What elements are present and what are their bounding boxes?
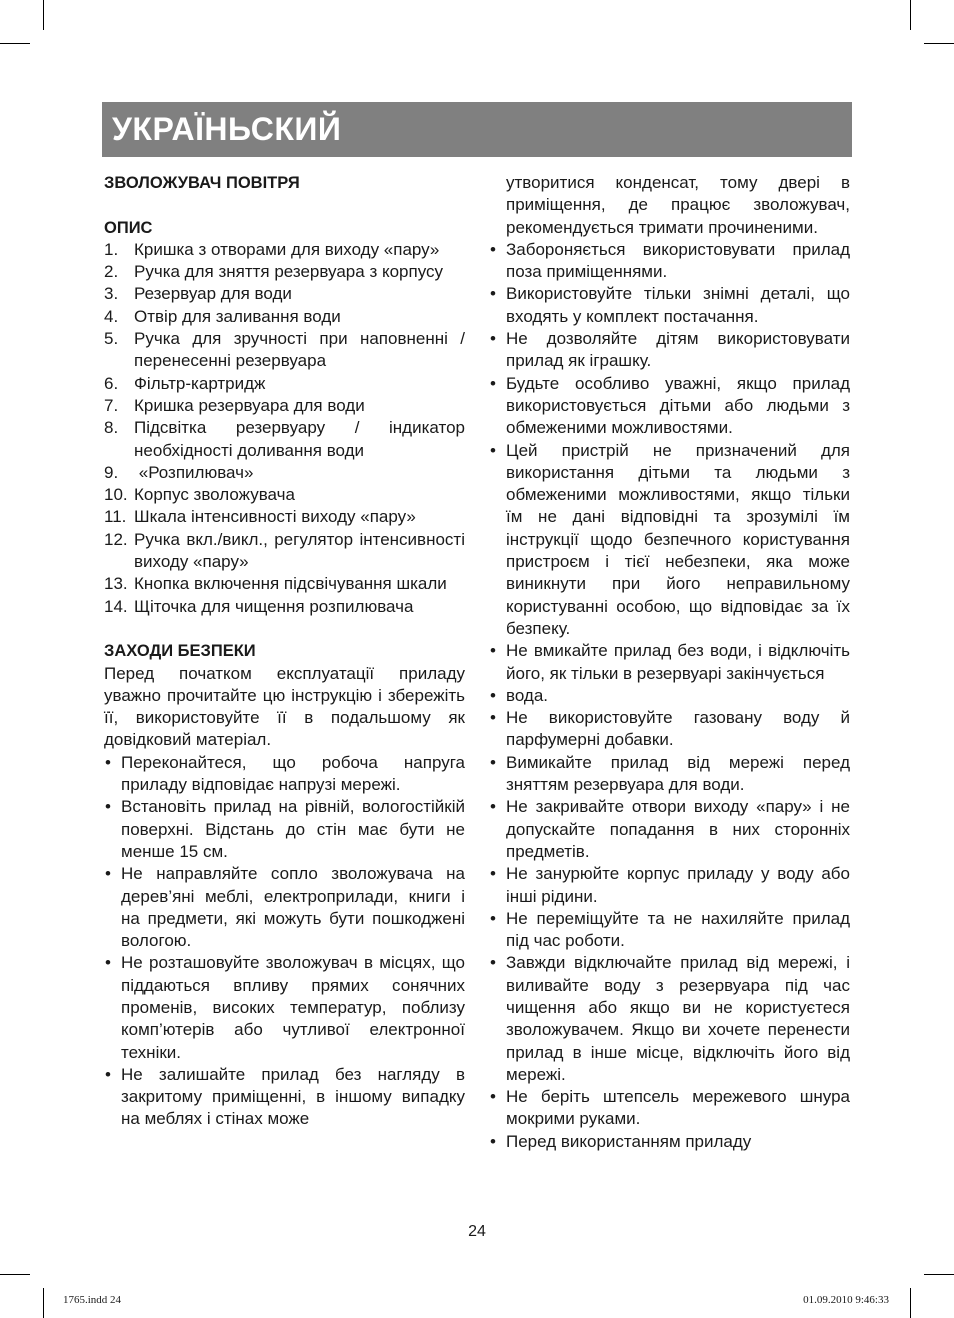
crop-mark bbox=[0, 1274, 30, 1275]
print-slug-file: 1765.indd 24 bbox=[63, 1294, 122, 1306]
list-item bbox=[104, 417, 470, 462]
crop-mark bbox=[43, 1288, 44, 1318]
list-item bbox=[489, 440, 850, 641]
bullet-marker: • bbox=[490, 708, 496, 728]
left-column bbox=[104, 172, 470, 1131]
bullet-text: Не розташовуйте зволожувач в місцях, що піддаються впливу прямих сонячних променів, високих температур, поблизу комп’ютерів або чутливої електронної техніки. bbox=[121, 953, 465, 1062]
list-item bbox=[489, 685, 850, 707]
description-heading: ОПИС bbox=[104, 218, 153, 237]
list-item bbox=[104, 484, 465, 506]
item-text: Підсвітка резервуару / індикатор необхідності доливання води bbox=[134, 418, 470, 460]
list-item bbox=[489, 373, 850, 440]
list-item bbox=[104, 239, 465, 261]
bullet-marker: • bbox=[490, 239, 496, 259]
bullet-text: Встановіть прилад на рівній, вологостійкій поверхні. Відстань до стін має бути не менше 15 см. bbox=[121, 797, 465, 861]
list-item bbox=[104, 796, 465, 863]
language-title: УКРАЇНЬСКИЙ bbox=[112, 111, 342, 147]
safety-heading: ЗАХОДИ БЕЗПЕКИ bbox=[104, 642, 256, 661]
bullet-marker: • bbox=[490, 685, 496, 705]
item-text: Фільтр-картридж bbox=[134, 373, 266, 393]
item-text: Ручка для зняття резервуара з корпусу bbox=[134, 262, 444, 282]
product-heading: ЗВОЛОЖУВАЧ ПОВІТРЯ bbox=[104, 174, 300, 192]
list-item bbox=[104, 328, 470, 373]
item-text: Щіточка для чищення розпилювача bbox=[134, 596, 414, 616]
list-item bbox=[104, 1064, 465, 1131]
item-number: 6. bbox=[104, 373, 119, 393]
list-item bbox=[489, 328, 850, 373]
list-item bbox=[104, 261, 465, 283]
bullet-marker: • bbox=[490, 953, 496, 973]
bullet-text: Не занурюйте корпус приладу у воду або інші рідини. bbox=[506, 864, 850, 906]
bullet-marker: • bbox=[490, 284, 496, 304]
item-number: 8. bbox=[104, 418, 119, 438]
bullet-marker: • bbox=[105, 797, 111, 817]
item-number: 10. bbox=[104, 485, 128, 505]
bullet-text: Забороняється використовувати прилад поза приміщеннями. bbox=[506, 239, 850, 282]
list-item bbox=[489, 707, 850, 752]
item-number: 2. bbox=[104, 262, 119, 282]
list-item bbox=[489, 1131, 850, 1153]
bullet-marker: • bbox=[490, 752, 496, 772]
bullet-text: Перед використанням приладу bbox=[506, 1131, 752, 1151]
right-column bbox=[489, 172, 850, 1153]
list-item bbox=[489, 752, 850, 797]
item-text: «Розпилювач» bbox=[134, 462, 254, 482]
list-item bbox=[104, 952, 465, 1063]
bullet-marker: • bbox=[105, 1064, 111, 1084]
language-banner bbox=[102, 102, 852, 157]
bullet-marker: • bbox=[490, 641, 496, 661]
item-number: 13. bbox=[104, 574, 128, 594]
crop-mark bbox=[910, 1288, 911, 1318]
bullet-text: Будьте особливо уважні, якщо прилад використовується дітьми або людьми з обмеженими можливостями. bbox=[506, 373, 850, 438]
list-item bbox=[104, 395, 465, 417]
list-item bbox=[104, 596, 465, 618]
bullet-text: Не використовуйте газовану воду й парфумерні добавки. bbox=[506, 708, 850, 750]
item-number: 1. bbox=[104, 239, 119, 259]
list-item bbox=[104, 306, 465, 328]
list-item bbox=[104, 863, 465, 952]
safety-list-continued bbox=[489, 239, 850, 1153]
item-text: Кришка з отворами для виходу «пару» bbox=[134, 239, 440, 259]
list-item bbox=[489, 239, 850, 284]
crop-mark bbox=[924, 43, 954, 44]
bullet-marker: • bbox=[490, 864, 496, 884]
bullet-marker: • bbox=[490, 329, 496, 349]
page-number: 24 bbox=[468, 1223, 486, 1240]
bullet-text: Не переміщуйте та не нахиляйте прилад під час роботи. bbox=[506, 908, 850, 951]
list-item bbox=[104, 529, 470, 574]
item-text: Кришка резервуара для води bbox=[134, 395, 365, 415]
item-text: Шкала інтенсивності виходу «пару» bbox=[134, 507, 416, 527]
bullet-text: Не вмикайте прилад без води, і відключіть його, як тільки в резервуарі закінчується bbox=[506, 641, 850, 683]
item-number: 11. bbox=[104, 507, 127, 527]
bullet-marker: • bbox=[105, 752, 111, 772]
item-number: 14. bbox=[104, 596, 128, 616]
item-text: Ручка для зручності при наповненні / перенесенні резервуара bbox=[134, 329, 470, 371]
item-number: 3. bbox=[104, 284, 119, 304]
item-number: 7. bbox=[104, 395, 119, 415]
list-item bbox=[104, 283, 465, 305]
item-text: Резервуар для води bbox=[134, 284, 292, 304]
bullet-text: Використовуйте тільки знімні деталі, що входять у комплект постачання. bbox=[506, 284, 850, 326]
bullet-text: Переконайтеся, що робоча напруга приладу відповідає напрузі мережі. bbox=[121, 752, 465, 795]
bullet-marker: • bbox=[490, 797, 496, 817]
crop-mark bbox=[924, 1274, 954, 1275]
bullet-marker: • bbox=[105, 953, 111, 973]
crop-mark bbox=[43, 0, 44, 30]
bullet-marker: • bbox=[490, 373, 496, 393]
bullet-text: вода. bbox=[506, 685, 549, 705]
bullet-marker: • bbox=[490, 1131, 496, 1151]
item-text: Отвір для заливання води bbox=[134, 306, 341, 326]
safety-intro: Перед початком експлуатації приладу уважно прочитайте цю інструкцію і збережіть її, використовуйте її в подальшому як довідковий матеріал. bbox=[104, 663, 465, 750]
item-text: Корпус зволожувача bbox=[134, 485, 295, 505]
crop-mark bbox=[0, 43, 30, 44]
print-slug-date: 01.09.2010 9:46:33 bbox=[803, 1294, 889, 1306]
bullet-text: Не залишайте прилад без нагляду в закритому приміщенні, в іншому випадку на меблях і стінах може bbox=[121, 1064, 465, 1129]
list-item bbox=[489, 796, 850, 863]
parts-list bbox=[104, 239, 470, 618]
bullet-marker: • bbox=[105, 864, 111, 884]
bullet-marker: • bbox=[490, 1087, 496, 1107]
item-number: 5. bbox=[104, 329, 119, 349]
list-item bbox=[104, 373, 465, 395]
bullet-text: Не закривайте отвори виходу «пару» і не допускайте попадання в них сторонніх предметів. bbox=[506, 797, 850, 861]
bullet-text: Не дозволяйте дітям використовувати прилад як іграшку. bbox=[506, 329, 850, 371]
list-item bbox=[489, 640, 850, 685]
list-item bbox=[489, 952, 850, 1086]
bullet-marker: • bbox=[490, 908, 496, 928]
bullet-marker: • bbox=[490, 440, 496, 460]
list-item bbox=[489, 283, 850, 328]
bullet-text: Завжди відключайте прилад від мережі, і виливайте воду з резервуара під час чищення або якщо ви не користуєтеся зволожувачем. Якщо ви хочете перенести прилад в інше місце, відключіть його від мережі. bbox=[506, 953, 850, 1084]
bullet-text: Не беріть штепсель мережевого шнура мокрими руками. bbox=[506, 1087, 850, 1129]
item-number: 9. bbox=[104, 462, 119, 482]
bullet-text: Вимикайте прилад від мережі перед зняттям резервуара для води. bbox=[506, 752, 850, 795]
bullet-text: Цей пристрій не призначений для використання дітьми та людьми з обмеженими можливостями, якщо тільки їм не дані відповідні та зрозумілі їм інструкції щодо безпечного користування пристроєм і тієї небезпеки, яка може виникнути при його неправильному користуванні особою, що відповідає за їх безпеку. bbox=[506, 440, 850, 638]
item-text: Кнопка включення підсвічування шкали bbox=[134, 574, 447, 594]
list-item bbox=[489, 1086, 850, 1131]
list-item bbox=[489, 863, 850, 908]
list-item bbox=[104, 462, 465, 484]
item-number: 12. bbox=[104, 529, 128, 549]
list-item bbox=[104, 506, 465, 528]
list-item bbox=[104, 573, 465, 595]
safety-list bbox=[104, 752, 465, 1131]
crop-mark bbox=[910, 0, 911, 30]
item-number: 4. bbox=[104, 306, 119, 326]
list-item bbox=[489, 908, 850, 953]
continued-text: утворитися конденсат, тому двері в приміщення, де працює зволожувач, рекомендується тримати прочиненими. bbox=[506, 173, 850, 237]
bullet-text: Не направляйте сопло зволожувача на дерев’яні меблі, електроприлади, книги і на предмети, які можуть бути пошкоджені вологою. bbox=[121, 864, 465, 951]
list-item bbox=[104, 752, 465, 797]
item-text: Ручка вкл./викл., регулятор інтенсивності виходу «пару» bbox=[134, 529, 470, 572]
